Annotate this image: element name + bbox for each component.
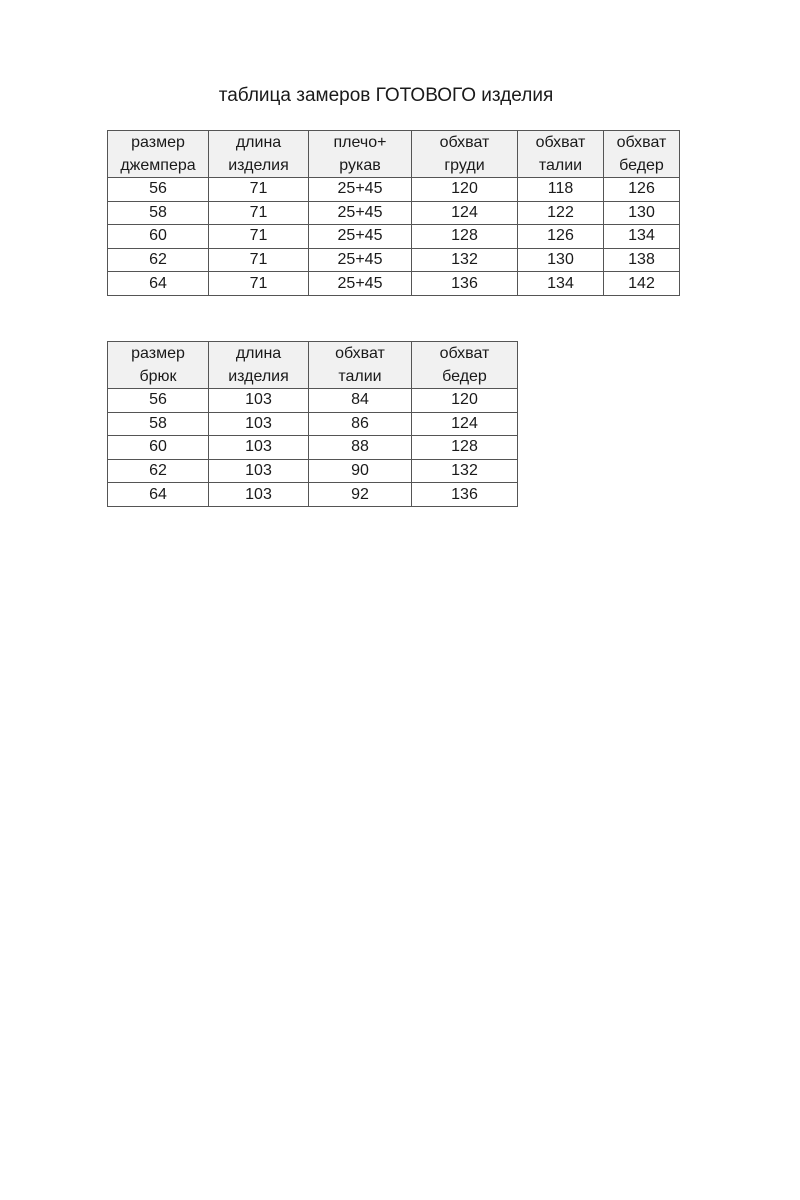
table-cell: 25+45	[309, 178, 412, 202]
table-cell: 90	[309, 459, 412, 483]
table-cell: 25+45	[309, 225, 412, 249]
table-cell: 25+45	[309, 248, 412, 272]
table-cell: 132	[412, 248, 518, 272]
table-row	[108, 483, 518, 507]
table-cell: 120	[412, 178, 518, 202]
column-header: обхват бедер	[604, 131, 680, 178]
table-cell: 136	[412, 483, 518, 507]
table-row	[108, 436, 518, 460]
column-header: обхват груди	[412, 131, 518, 178]
table-cell: 71	[209, 178, 309, 202]
table-cell: 86	[309, 412, 412, 436]
table-cell: 56	[108, 389, 209, 413]
table-cell: 103	[209, 436, 309, 460]
table-row	[108, 459, 518, 483]
table-cell: 132	[412, 459, 518, 483]
column-header: длина изделия	[209, 131, 309, 178]
table-cell: 84	[309, 389, 412, 413]
table-cell: 134	[604, 225, 680, 249]
table-cell: 92	[309, 483, 412, 507]
table-row	[108, 272, 680, 296]
table-cell: 130	[518, 248, 604, 272]
table-header-row	[108, 131, 680, 178]
table-cell: 136	[412, 272, 518, 296]
table-cell: 64	[108, 272, 209, 296]
table-cell: 134	[518, 272, 604, 296]
table-row	[108, 178, 680, 202]
table-cell: 142	[604, 272, 680, 296]
column-header: обхват талии	[518, 131, 604, 178]
table-cell: 58	[108, 412, 209, 436]
table-row	[108, 225, 680, 249]
trousers-size-table	[107, 341, 518, 507]
table-cell: 25+45	[309, 272, 412, 296]
table-cell: 103	[209, 412, 309, 436]
column-header: плечо+ рукав	[309, 131, 412, 178]
table-cell: 128	[412, 225, 518, 249]
column-header: размер джемпера	[108, 131, 209, 178]
table-cell: 71	[209, 248, 309, 272]
table-cell: 118	[518, 178, 604, 202]
table-cell: 58	[108, 201, 209, 225]
table-cell: 56	[108, 178, 209, 202]
table-cell: 126	[604, 178, 680, 202]
table-cell: 124	[412, 412, 518, 436]
table-row	[108, 201, 680, 225]
table-cell: 124	[412, 201, 518, 225]
table-cell: 130	[604, 201, 680, 225]
page-title: таблица замеров ГОТОВОГО изделия	[218, 85, 554, 106]
table-row	[108, 389, 518, 413]
table-cell: 88	[309, 436, 412, 460]
table-cell: 120	[412, 389, 518, 413]
table-row	[108, 248, 680, 272]
table-cell: 25+45	[309, 201, 412, 225]
column-header: длина изделия	[209, 342, 309, 389]
table-cell: 60	[108, 225, 209, 249]
table-cell: 138	[604, 248, 680, 272]
table-cell: 103	[209, 459, 309, 483]
table-cell: 103	[209, 389, 309, 413]
table-cell: 71	[209, 201, 309, 225]
jumper-size-table	[107, 130, 680, 296]
table-cell: 71	[209, 272, 309, 296]
table-cell: 126	[518, 225, 604, 249]
column-header: обхват талии	[309, 342, 412, 389]
table-cell: 128	[412, 436, 518, 460]
table-cell: 71	[209, 225, 309, 249]
table-cell: 103	[209, 483, 309, 507]
table-cell: 62	[108, 459, 209, 483]
table-cell: 60	[108, 436, 209, 460]
table-cell: 122	[518, 201, 604, 225]
table-cell: 64	[108, 483, 209, 507]
table-cell: 62	[108, 248, 209, 272]
table-header-row	[108, 342, 518, 389]
column-header: размер брюк	[108, 342, 209, 389]
table-row	[108, 412, 518, 436]
column-header: обхват бедер	[412, 342, 518, 389]
